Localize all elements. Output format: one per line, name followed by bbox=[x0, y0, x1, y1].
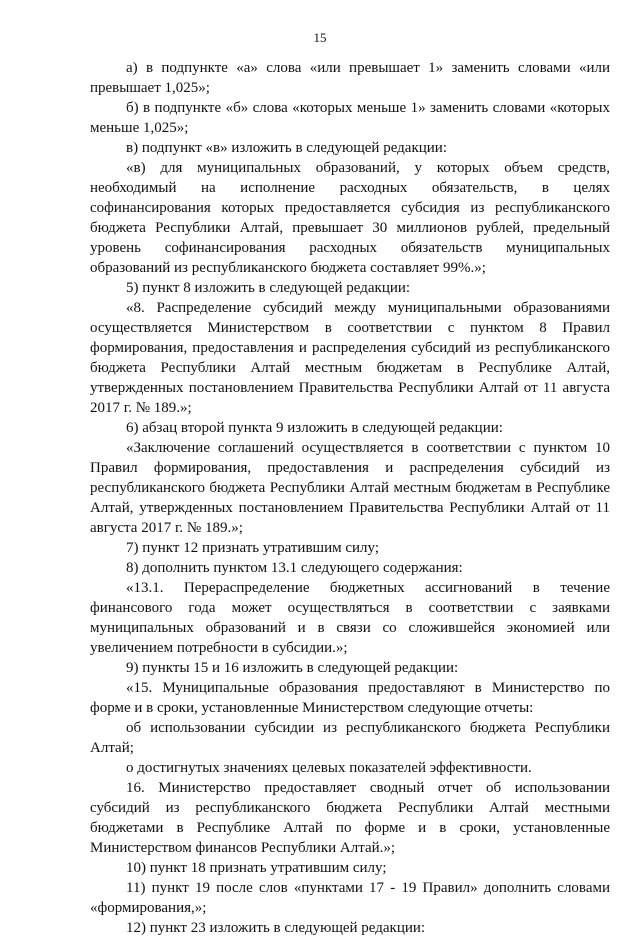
paragraph-subpoint-v-text: «в) для муниципальных образований, у которых объем средств, необходимый на исполнение расходных обязательств, в целях софинансирования которых предоставляется субсидия из республиканского бюджета Республики Алтай, превышает 30 миллионов рублей, предельный уровень софинансирования расходных обязательств муниципальных образований из республиканского бюджета составляет 99%.»; bbox=[90, 160, 610, 276]
paragraph-subpoint-a: а) в подпункте «а» слова «или превышает 1» заменить словами «или превышает 1,025»; bbox=[90, 60, 610, 96]
paragraph-item-11: 11) пункт 19 после слов «пунктами 17 - 19 Правил» дополнить словами «формирования,»; bbox=[90, 880, 610, 916]
paragraph-item-12: 12) пункт 23 изложить в следующей редакции: bbox=[126, 920, 426, 936]
paragraph-item-7: 7) пункт 12 признать утратившим силу; bbox=[126, 540, 380, 556]
paragraph-item-5: 5) пункт 8 изложить в следующей редакции: bbox=[126, 280, 411, 296]
paragraph-item-9-text: «Заключение соглашений осуществляется в соответствии с пунктом 10 Правил формирования, предоставления и распределения субсидий из республиканского бюджета Республики Алтай местным бюджетам в Республике Алтай, утвержденных постановлением Правительства Республики Алтай от 11 августа 2017 г. № 189.»; bbox=[90, 440, 610, 536]
paragraph-item-13-1-text: «13.1. Перераспределение бюджетных ассигнований в течение финансового года может осуществляться в соответствии с заявками муниципальных образований и в связи со сложившейся экономией или увеличением потребности в субсидии.»; bbox=[90, 580, 610, 656]
paragraph-item-16-text: 16. Министерство предоставляет сводный отчет об использовании субсидий из республиканского бюджета Республики Алтай местными бюджетами в Республике Алтай по форме и в сроки, установленные Министерством финансов Республики Алтай.»; bbox=[90, 780, 610, 856]
paragraph-subpoint-b: б) в подпункте «б» слова «которых меньше 1» заменить словами «которых меньше 1,025»; bbox=[90, 100, 610, 136]
document-body bbox=[90, 58, 610, 938]
paragraph-item-6: 6) абзац второй пункта 9 изложить в следующей редакции: bbox=[126, 420, 503, 436]
paragraph-report-indicators: о достигнутых значениях целевых показателей эффективности. bbox=[126, 760, 532, 776]
paragraph-item-15-text: «15. Муниципальные образования предоставляют в Министерство по форме и в сроки, установленные Министерством следующие отчеты: bbox=[90, 680, 610, 716]
page-number: 15 bbox=[313, 30, 327, 45]
paragraph-item-9: 9) пункты 15 и 16 изложить в следующей редакции: bbox=[126, 660, 459, 676]
paragraph-item-10: 10) пункт 18 признать утратившим силу; bbox=[126, 860, 387, 876]
paragraph-report-subsidy: об использовании субсидии из республиканского бюджета Республики Алтай; bbox=[90, 720, 610, 756]
paragraph-item-8-text: «8. Распределение субсидий между муниципальными образованиями осуществляется Министерством в соответствии с пунктом 8 Правил формирования, предоставления и распределения субсидий из республиканского бюджета Республики Алтай местным бюджетам в Республике Алтай, утвержденных постановлением Правительства Республики Алтай от 11 августа 2017 г. № 189.»; bbox=[90, 300, 610, 416]
paragraph-subpoint-v-intro: в) подпункт «в» изложить в следующей редакции: bbox=[126, 140, 447, 156]
paragraph-item-8: 8) дополнить пунктом 13.1 следующего содержания: bbox=[126, 560, 463, 576]
